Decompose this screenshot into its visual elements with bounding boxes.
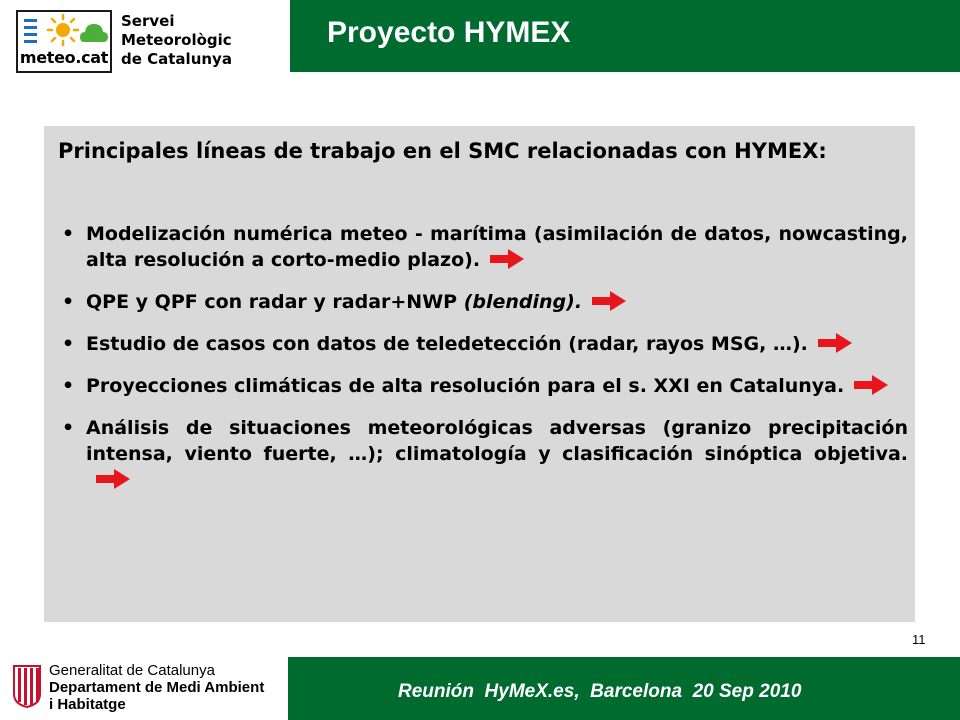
list-item	[58, 373, 908, 399]
red-right-arrow-icon[interactable]	[818, 333, 852, 353]
bullet-text-italic: (blending).	[463, 291, 583, 313]
footer-org	[49, 662, 264, 713]
logo-wordmark: meteo.cat	[19, 48, 109, 67]
org-line: Servei	[121, 12, 175, 30]
list-item	[58, 289, 908, 315]
red-right-arrow-icon[interactable]	[854, 375, 888, 395]
footer-caption: Reunión HyMeX.es, Barcelona 20 Sep 2010	[398, 681, 802, 702]
bullet-dot: •	[62, 417, 75, 439]
list-item	[58, 221, 908, 273]
slide-title: Proyecto HYMEX	[327, 16, 571, 49]
org-line: de Catalunya	[121, 50, 232, 68]
footer-org-line: Departament de Medi Ambient	[49, 679, 265, 696]
red-right-arrow-icon[interactable]	[592, 291, 626, 311]
bullet-text: Modelización numérica meteo - marítima (asimilación de datos, nowcasting, alta resolución a corto-medio plazo).	[86, 223, 908, 271]
content-panel	[44, 126, 915, 622]
bullet-text: QPE y QPF con radar y radar+NWP	[86, 291, 464, 313]
list-item	[58, 415, 908, 493]
footer-org-line: Generalitat de Catalunya	[49, 662, 215, 679]
bullet-text: Proyecciones climáticas de alta resolución para el s. XXI en Catalunya.	[86, 375, 845, 397]
org-name	[121, 12, 232, 69]
red-right-arrow-icon[interactable]	[96, 469, 130, 489]
smc-logo	[0, 0, 240, 80]
bullet-dot: •	[62, 223, 75, 245]
org-line: Meteorològic	[121, 31, 232, 49]
list-item	[58, 331, 908, 357]
bullet-text: Estudio de casos con datos de teledetección (radar, rayos MSG, …).	[86, 333, 808, 355]
bullet-dot: •	[62, 291, 75, 313]
bullet-list	[58, 221, 908, 509]
page-number: 11	[912, 632, 926, 647]
meteo-cat-logo	[16, 10, 112, 73]
generalitat-emblem-icon	[12, 664, 42, 708]
red-right-arrow-icon[interactable]	[490, 249, 524, 269]
panel-heading: Principales líneas de trabajo en el SMC relacionadas con HYMEX:	[58, 139, 827, 163]
footer-org-line: i Habitatge	[49, 696, 126, 713]
bullet-text: Análisis de situaciones meteorológicas adversas (granizo precipitación intensa, viento fuerte, …); climatología y clasificación sinóptica objetiva.	[86, 417, 908, 465]
bullet-dot: •	[62, 333, 75, 355]
bullet-dot: •	[62, 375, 75, 397]
